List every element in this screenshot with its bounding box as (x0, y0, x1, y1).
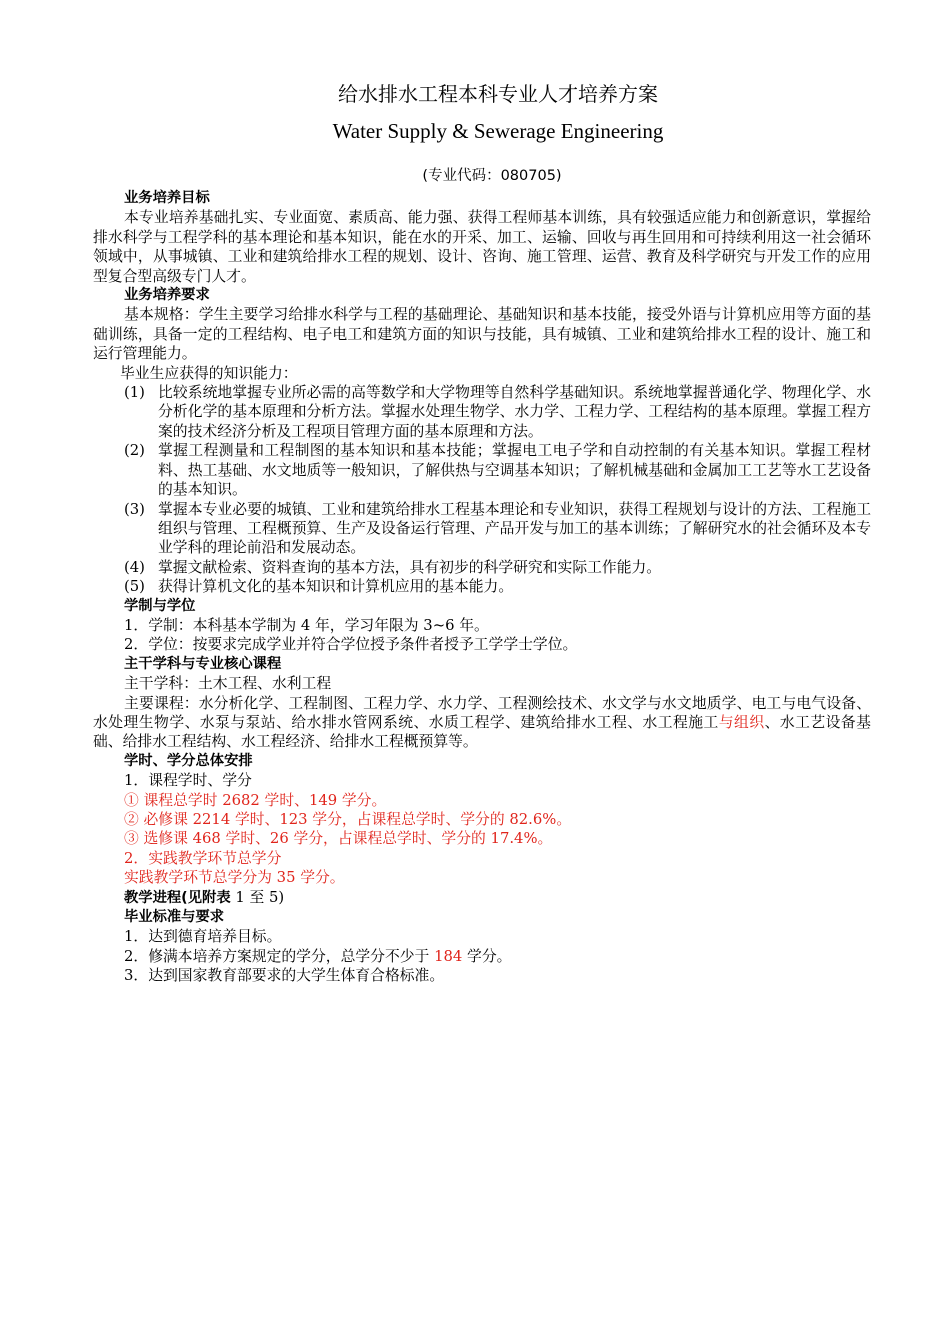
graduation-requirement-2-tail: 学分。 (462, 947, 512, 965)
section-heading-graduation: 毕业标准与要求 (124, 909, 225, 926)
knowledge-item-number: (1) (124, 384, 145, 402)
main-courses-text: 主要课程：水分析化学、工程制图、工程力学、水力学、工程测绘技术、水文学与水文地质学、电工与电气设备、水处理生物学、水泵与泵站、给水排水管网系统、水质工程学、建筑给排水工程、水工程施工 (93, 694, 871, 731)
section-heading-teaching-schedule (93, 888, 871, 908)
knowledge-item (93, 558, 871, 577)
knowledge-item (93, 577, 871, 596)
knowledge-item-number: (3) (124, 500, 145, 518)
knowledge-intro: 毕业生应获得的知识能力： (120, 364, 298, 382)
knowledge-item-number: (2) (124, 442, 145, 460)
document-body (93, 189, 871, 986)
requirements-paragraph: 基本规格：学生主要学习给排水科学与工程的基础理论、基础知识和基本技能，接受外语与计算机应用等方面的基础训练，具备一定的工程结构、电子电工和建筑方面的知识与技能，具有城镇、工业和建筑给排水工程的设计、施工和运行管理能力。 (93, 306, 871, 363)
knowledge-item-text: 掌握文献检索、资料查询的基本方法，具有初步的科学研究和实际工作能力。 (158, 558, 662, 576)
hours-credits-subheading: 1．课程学时、学分 (124, 772, 252, 790)
duration-line: 1．学制：本科基本学制为 4 年，学习年限为 3~6 年。 (124, 616, 489, 634)
main-courses-paragraph (93, 694, 871, 752)
elective-courses-line: ③ 选修课 468 学时、26 学分，占课程总学时、学分的 17.4%。 (124, 830, 553, 848)
knowledge-item (93, 500, 871, 558)
knowledge-item (93, 441, 871, 499)
total-hours-line: ① 课程总学时 2682 学时、149 学分。 (124, 791, 387, 809)
knowledge-item-text: 比较系统地掌握专业所必需的高等数学和大学物理等自然科学基础知识。系统地掌握普通化学、物理化学、水分析化学的基本原理和分析方法。掌握水处理生物学、水力学、工程力学、工程结构的基本原理。掌握工程方案的技术经济分析及工程项目管理方面的基本原理和方法。 (158, 384, 871, 440)
goals-paragraph: 本专业培养基础扎实、专业面宽、素质高、能力强、获得工程师基本训练，具有较强适应能力和创新意识，掌握给排水科学与工程学科的基本理论和基本知识，能在水的开采、加工、运输、回收与再生回用和可持续利用这一社会循环领域中，从事城镇、工业和建筑给排水工程的规划、设计、咨询、施工管理、运营、教育及科学研究与开发工作的应用型复合型高级专门人才。 (93, 209, 871, 285)
knowledge-item-text: 掌握工程测量和工程制图的基本知识和基本技能；掌握电工电子学和自动控制的有关基本知识。掌握工程材料、热工基础、水文地质等一般知识，了解供热与空调基本知识；了解机械基础和金属加工工艺等水工艺设备的基本知识。 (158, 442, 871, 499)
knowledge-item-number: (5) (124, 578, 145, 596)
section-heading-goals: 业务培养目标 (124, 190, 210, 206)
required-courses-line: ② 必修课 2214 学时、123 学分，占课程总学时、学分的 82.6%。 (124, 811, 572, 828)
graduation-requirement-3: 3．达到国家教育部要求的大学生体育合格标准。 (124, 967, 445, 985)
teaching-schedule-tail: 1 至 5) (230, 888, 285, 906)
section-heading-core-courses: 主干学科与专业核心课程 (124, 655, 282, 672)
section-heading-duration-degree: 学制与学位 (124, 597, 196, 614)
knowledge-item-text: 掌握本专业必要的城镇、工业和建筑给排水工程基本理论和专业知识，获得工程规划与设计的方法、工程施工组织与管理、工程概预算、生产及设备运行管理、产品开发与加工的基本训练；了解研究水的社会循环及本专业学科的理论前沿和发展动态。 (158, 500, 871, 557)
knowledge-item (93, 383, 871, 441)
degree-line: 2．学位：按要求完成学业并符合学位授予条件者授予工学学士学位。 (124, 636, 578, 654)
knowledge-item-number: (4) (124, 558, 145, 576)
graduation-requirement-2 (93, 947, 871, 966)
section-heading-hours-credits: 学时、学分总体安排 (124, 752, 253, 769)
total-credits-value: 184 (434, 947, 463, 965)
document-title: 给水排水工程本科专业人才培养方案 (338, 82, 658, 106)
section-heading-requirements: 业务培养要求 (124, 287, 210, 304)
teaching-schedule-heading: 教学进程(见附表 (124, 889, 231, 906)
practice-credits-line: 实践教学环节总学分为 35 学分。 (124, 869, 345, 887)
major-code: (专业代码：080705) (422, 168, 562, 184)
practice-subheading: 2．实践教学环节总学分 (124, 849, 282, 867)
graduation-requirement-1: 1．达到德育培养目标。 (124, 928, 282, 946)
main-subjects-line: 主干学科：土木工程、水利工程 (124, 675, 332, 693)
graduation-requirement-2-text: 2．修满本培养方案规定的学分，总学分不少于 (124, 947, 435, 965)
document-subtitle-english: Water Supply & Sewerage Engineering (332, 119, 664, 143)
knowledge-item-text: 获得计算机文化的基本知识和计算机应用的基本能力。 (158, 578, 514, 596)
main-courses-highlight: 与组织 (718, 713, 765, 731)
main-courses-text-tail: 、水工艺设备基础、给排水工程结构、水工程经济、给排水工程概预算等。 (93, 713, 871, 751)
